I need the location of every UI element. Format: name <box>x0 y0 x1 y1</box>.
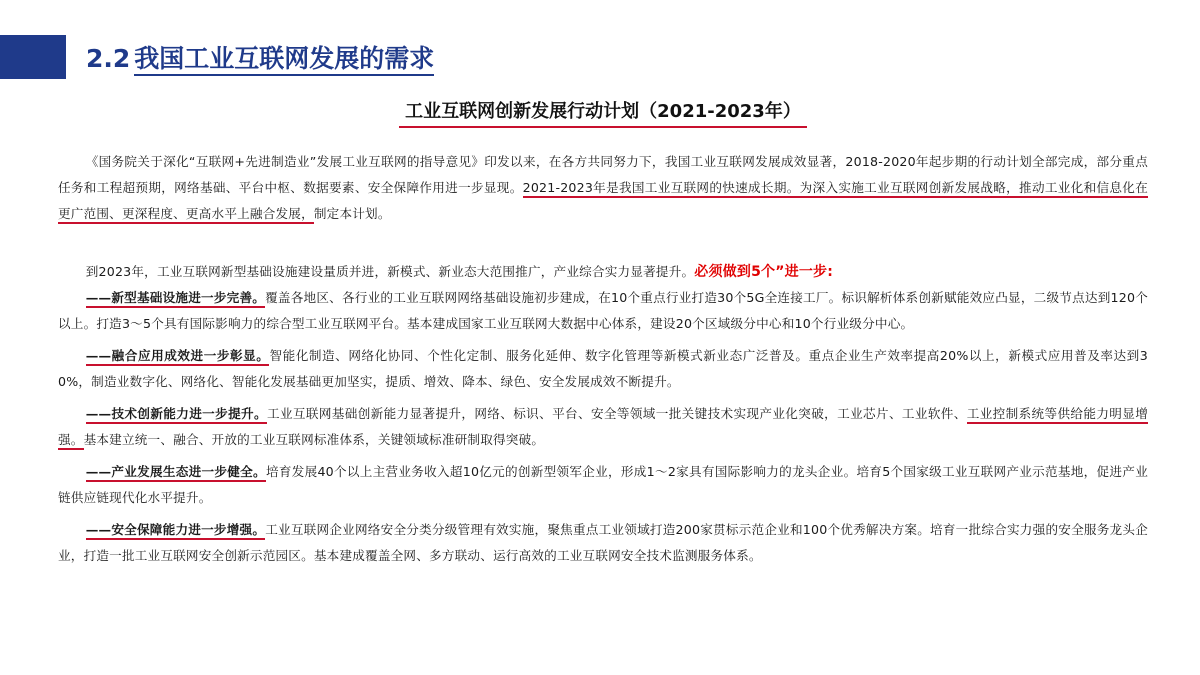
document-image <box>58 95 1148 640</box>
goal-item <box>58 517 1148 569</box>
section-number: 2.2 <box>86 44 131 73</box>
goal-heading: ——融合应用成效进一步彰显。 <box>86 348 270 366</box>
intro-paragraph <box>58 149 1148 227</box>
intro-highlight-growth: 2021-2023年是我国工业互联网的快速成长期。 <box>523 180 800 198</box>
goal-item <box>58 459 1148 511</box>
goal-body: 工业互联网基础创新能力显著提升，网络、标识、平台、安全等领域一批关键技术实现产业化突破，工业芯片、工业软件、 <box>266 406 967 421</box>
goal-body-end: 基本建立统一、融合、开放的工业互联网标准体系，关键领域标准研制取得突破。 <box>83 432 545 447</box>
goal-heading: ——新型基础设施进一步完善。 <box>86 290 265 308</box>
section-title: 我国工业互联网发展的需求 <box>134 44 434 76</box>
header-accent-bar <box>0 35 66 79</box>
document-title <box>58 97 1148 128</box>
intro-text-end: 制定本计划。 <box>313 206 391 221</box>
goal-body: 覆盖各地区、各行业的工业互联网网络基础设施初步建成，在10个重点行业打造30个5G全连接工厂。标识解析体系创新赋能效应凸显，二级节点达到120个以上。打造3～5个具有国际影响力的综合型工业互联网平台。基本建成国家工业互联网大数据中心体系，建设20个区域级分中心和10个行业级分中心。 <box>58 290 1148 331</box>
intro-highlight-strategy: 为深入实施工业互联网创新发展战略，推动工业化和信息化在更广范围、更深程度、更高水平上融合发展， <box>58 180 1148 224</box>
goal-heading: ——产业发展生态进一步健全。 <box>86 464 266 482</box>
slide-title <box>86 39 434 79</box>
document-title-text: 工业互联网创新发展行动计划（2021-2023年） <box>399 97 807 128</box>
goal-item <box>58 343 1148 395</box>
goal-body: 工业互联网企业网络安全分类分级管理有效实施，聚焦重点工业领域打造200家贯标示范企业和100个优秀解决方案。培育一批综合实力强的安全服务龙头企业，打造一批工业互联网安全创新示范园区。基本建成覆盖全网、多方联动、运行高效的工业互联网安全技术监测服务体系。 <box>58 522 1148 563</box>
goal-body-highlight: 工业控制系统等供给能力明显增强。 <box>58 406 1148 450</box>
goal-heading: ——技术创新能力进一步提升。 <box>86 406 267 424</box>
goal-item <box>58 401 1148 453</box>
goals-lead <box>58 259 1148 285</box>
goal-heading: ——安全保障能力进一步增强。 <box>86 522 266 540</box>
goal-item <box>58 285 1148 337</box>
goal-body: 智能化制造、网络化协同、个性化定制、服务化延伸、数字化管理等新模式新业态广泛普及。重点企业生产效率提高20%以上，新模式应用普及率达到30%，制造业数字化、网络化、智能化发展基础更加坚实，提质、增效、降本、绿色、安全发展成效不断提升。 <box>58 348 1148 389</box>
goals-lead-text: 到2023年，工业互联网新型基础设施建设量质并进，新模式、新业态大范围推广，产业综合实力显著提升。 <box>85 264 695 279</box>
goal-body: 培育发展40个以上主营业务收入超10亿元的创新型领军企业，形成1～2家具有国际影响力的龙头企业。培育5个国家级工业互联网产业示范基地，促进产业链供应链现代化水平提升。 <box>58 464 1148 505</box>
intro-text: 《国务院关于深化“互联网+先进制造业”发展工业互联网的指导意见》印发以来，在各方共同努力下，我国工业互联网发展成效显著，2018-2020年起步期的行动计划全部完成，部分重点任务和工程超预期，网络基础、平台中枢、数据要素、安全保障作用进一步显现。 <box>58 154 1148 195</box>
goals-section <box>58 259 1148 569</box>
goals-lead-highlight: 必须做到5个”进一步: <box>694 264 834 280</box>
